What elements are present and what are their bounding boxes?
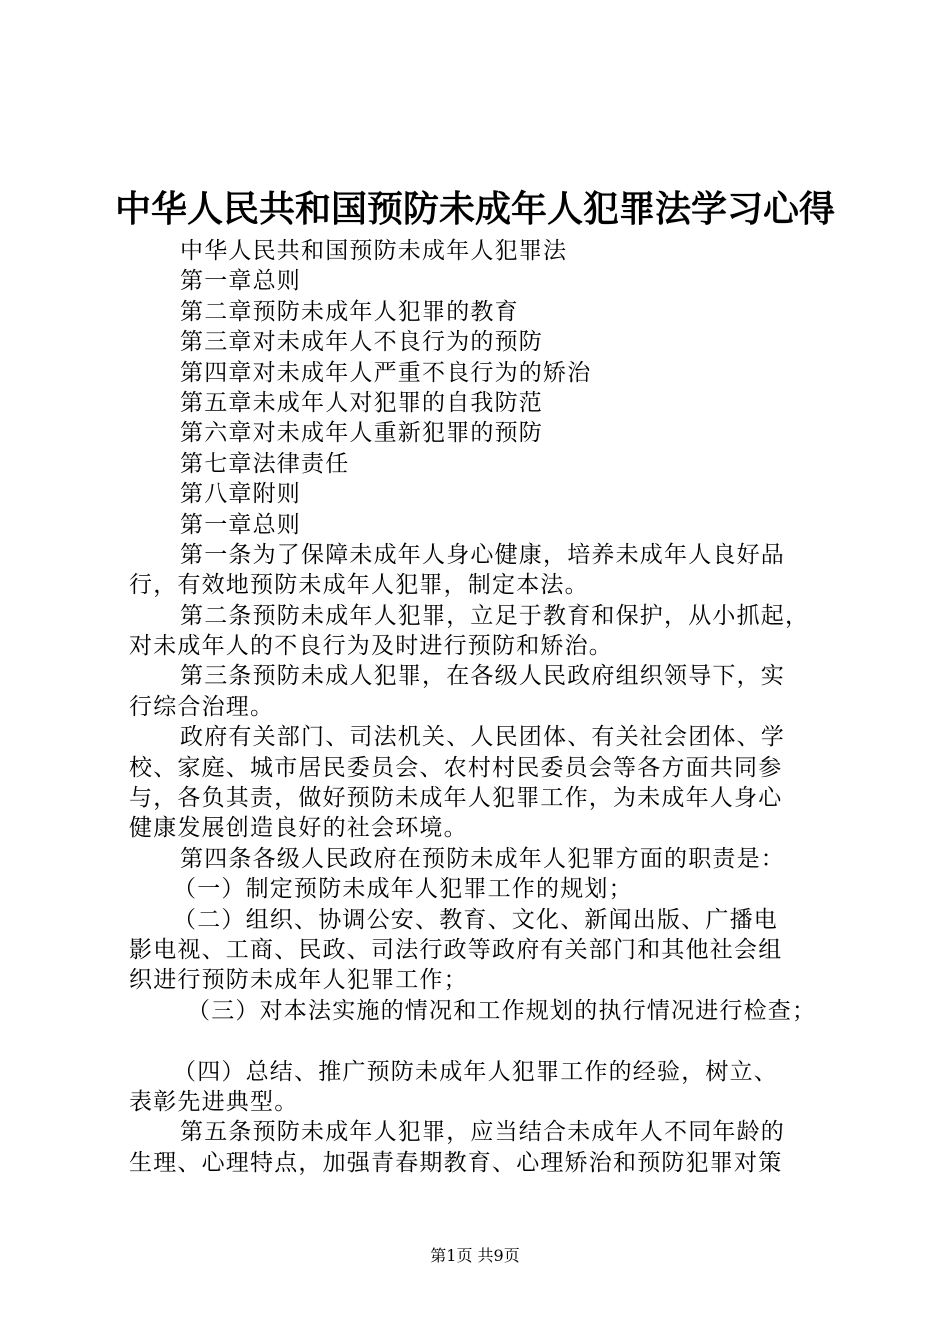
text-line: 行综合治理。 xyxy=(129,693,275,720)
text-line: 第一条为了保障未成年人身心健康，培养未成年人良好品 xyxy=(180,541,785,568)
text-line: 中华人民共和国预防未成年人犯罪法 xyxy=(180,238,568,264)
text-line: 政府有关部门、司法机关、人民团体、有关社会团体、学 xyxy=(180,724,785,751)
text-line: （一）制定预防未成年人犯罪工作的规划； xyxy=(173,876,633,903)
text-line: （三）对本法实施的情况和工作规划的执行情况进行检查； xyxy=(187,997,817,1024)
text-line: 表彰先进典型。 xyxy=(129,1088,299,1115)
text-line: 校、家庭、城市居民委员会、农村村民委员会等各方面共同参 xyxy=(129,754,783,781)
text-line: 第一章总则 xyxy=(180,511,301,538)
document-title: 中华人民共和国预防未成年人犯罪法学习心得 xyxy=(114,188,835,230)
text-line: 织进行预防未成年人犯罪工作； xyxy=(129,967,468,994)
text-line: 第四章对未成年人严重不良行为的矫治 xyxy=(180,359,592,386)
text-line: 第六章对未成年人重新犯罪的预防 xyxy=(180,420,543,447)
document-body xyxy=(129,236,829,1178)
text-line: 第五条预防未成年人犯罪，应当结合未成年人不同年龄的 xyxy=(180,1119,785,1146)
text-line: 第三章对未成年人不良行为的预防 xyxy=(180,329,543,356)
text-line: 第七章法律责任 xyxy=(180,450,350,477)
page-footer: 第1页 共9页 xyxy=(430,1246,520,1265)
text-line: （二）组织、协调公安、教育、文化、新闻出版、广播电 xyxy=(173,906,778,933)
text-line: 行，有效地预防未成年人犯罪，制定本法。 xyxy=(129,572,589,599)
text-line: 健康发展创造良好的社会环境。 xyxy=(129,815,468,842)
text-line: 与，各负其责，做好预防未成年人犯罪工作，为未成年人身心 xyxy=(129,785,783,812)
text-line: 影电视、工商、民政、司法行政等政府有关部门和其他社会组 xyxy=(129,936,783,963)
text-line: 第二章预防未成年人犯罪的教育 xyxy=(180,298,519,325)
text-line: 对未成年人的不良行为及时进行预防和矫治。 xyxy=(129,633,613,660)
text-line: 第四条各级人民政府在预防未成年人犯罪方面的职责是： xyxy=(180,845,785,872)
text-line: 第三条预防未成人犯罪，在各级人民政府组织领导下，实 xyxy=(180,663,785,690)
text-line: （四）总结、推广预防未成年人犯罪工作的经验，树立、 xyxy=(173,1058,778,1085)
blank-line xyxy=(129,1026,829,1056)
text-line: 生理、心理特点，加强青春期教育、心理矫治和预防犯罪对策 xyxy=(129,1149,783,1176)
text-line: 第五章未成年人对犯罪的自我防范 xyxy=(180,389,543,416)
text-line: 第一章总则 xyxy=(180,268,301,295)
text-line: 第八章附则 xyxy=(180,481,301,508)
text-line: 第二条预防未成年人犯罪，立足于教育和保护，从小抓起， xyxy=(180,602,810,629)
